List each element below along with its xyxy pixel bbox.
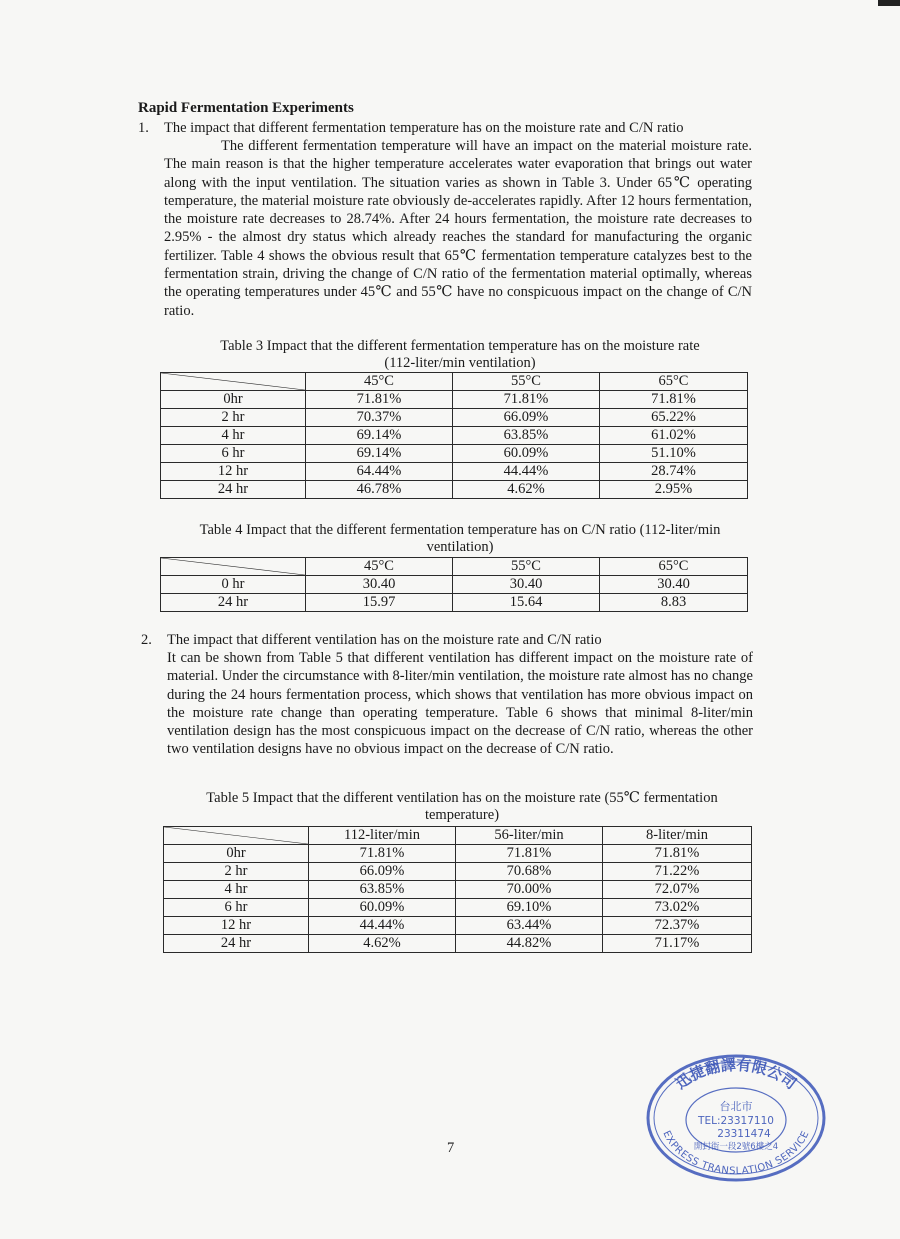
- table-4-header-cell: 65°C: [600, 558, 748, 576]
- table-row: [161, 445, 748, 463]
- table-5-caption-line-2: temperature): [424, 807, 500, 823]
- section-1-paragraph: The different fermentation temperature will have an impact on the material moisture rate. The main reason is that the higher temperature accelerates water evaporation that brings out water along with the input ventilation. The situation varies as shown in Table 3. Under 65℃ operating temperature, the material moisture rate obviously de-accelerates rapidly. After 12 hours fermentation, the moisture rate decreases to 28.74%. After 24 hours fermentation, the moisture rate decreases to 2.95% - the almost dry status which already reaches the standard for manufacturing the organic fertilizer. Table 4 shows the obvious result that 65℃ fermentation temperature catalyzes best to the fermentation strain, driving the change of C/N ratio of the fermentation material optimally, whereas the operating temperatures under 45℃ and 55℃ have no conspicuous impact on the change of C/N ratio.: [164, 138, 752, 319]
- section-1-title: The impact that different fermentation temperature has on the moisture rate and C/N ratio: [164, 120, 684, 136]
- svg-text:迅捷翻譯有限公司: 迅捷翻譯有限公司: [672, 1055, 800, 1093]
- table-4: [160, 557, 748, 612]
- table-cell: 4 hr: [164, 881, 309, 899]
- table-5-header-cell: 8-liter/min: [603, 827, 752, 845]
- table-row: [161, 463, 748, 481]
- table-cell: 12 hr: [164, 917, 309, 935]
- table-3-caption-line-1: Table 3 Impact that the different fermentation temperature has on the moisture rate: [220, 338, 700, 354]
- svg-text:23311474: 23311474: [717, 1128, 771, 1140]
- table-cell: 51.10%: [600, 445, 748, 463]
- table-cell: 65.22%: [600, 409, 748, 427]
- table-cell: 44.82%: [456, 935, 603, 953]
- table-cell: 4.62%: [309, 935, 456, 953]
- table-cell: 63.85%: [453, 427, 600, 445]
- table-cell: 60.09%: [453, 445, 600, 463]
- table-cell: 2 hr: [161, 409, 306, 427]
- table-cell: 15.64: [453, 594, 600, 612]
- table-cell: 72.07%: [603, 881, 752, 899]
- table-row: [161, 481, 748, 499]
- table-cell: 6 hr: [164, 899, 309, 917]
- section-2-title: The impact that different ventilation has on the moisture rate and C/N ratio: [167, 632, 602, 648]
- section-2-paragraph: It can be shown from Table 5 that different ventilation has different impact on the moisture rate of material. Under the circumstance with 8-liter/min ventilation, the moisture rate almost has no change during the 24 hours fermentation process, which shows that ventilation has more obvious impact on the moisture rate change than operating temperature. Table 6 shows that minimal 8-liter/min ventilation design has the most conspicuous impact on the decrease of C/N ratio, whereas the other two ventilation designs have no obvious impact on the decrease of C/N ratio.: [167, 650, 753, 758]
- svg-text:開封街一段2號6樓之4: 開封街一段2號6樓之4: [693, 1142, 779, 1152]
- table-cell: 71.81%: [456, 845, 603, 863]
- table-3: [160, 372, 748, 499]
- table-cell: 69.10%: [456, 899, 603, 917]
- table-cell: 61.02%: [600, 427, 748, 445]
- table-cell: 69.14%: [306, 445, 453, 463]
- table-row: [161, 594, 748, 612]
- table-cell: 2.95%: [600, 481, 748, 499]
- table-3-header-cell: 65°C: [600, 373, 748, 391]
- table-row: [164, 845, 752, 863]
- table-5-caption: [162, 790, 762, 824]
- table-4-header-cell: 45°C: [306, 558, 453, 576]
- table-cell: 44.44%: [453, 463, 600, 481]
- table-cell: 12 hr: [161, 463, 306, 481]
- table-cell: 66.09%: [453, 409, 600, 427]
- scan-edge-mark: [878, 0, 900, 6]
- table-cell: 71.17%: [603, 935, 752, 953]
- table-row: [161, 409, 748, 427]
- table-3-header-cell: 55°C: [453, 373, 600, 391]
- table-cell: 70.00%: [456, 881, 603, 899]
- table-4-corner-cell: [161, 558, 306, 576]
- table-5-corner-cell: [164, 827, 309, 845]
- table-cell: 46.78%: [306, 481, 453, 499]
- table-cell: 71.81%: [453, 391, 600, 409]
- table-row: [164, 917, 752, 935]
- table-cell: 72.37%: [603, 917, 752, 935]
- section-2-title-row: [141, 631, 602, 649]
- table-3-header-cell: 45°C: [306, 373, 453, 391]
- page-number: 7: [447, 1140, 455, 1156]
- table-cell: 63.85%: [309, 881, 456, 899]
- table-row: [161, 391, 748, 409]
- table-row: [164, 881, 752, 899]
- table-3-caption: [160, 338, 760, 372]
- table-row: [161, 576, 748, 594]
- section-1-number: 1.: [138, 120, 149, 136]
- section-2-number: 2.: [141, 632, 152, 648]
- table-5: [163, 826, 752, 953]
- table-cell: 70.37%: [306, 409, 453, 427]
- table-cell: 0hr: [161, 391, 306, 409]
- table-cell: 71.81%: [309, 845, 456, 863]
- table-5-header-row: [164, 827, 752, 845]
- table-cell: 6 hr: [161, 445, 306, 463]
- table-cell: 30.40: [453, 576, 600, 594]
- svg-text:EXPRESS TRANSLATION SERVICE: EXPRESS TRANSLATION SERVICE: [660, 1129, 812, 1178]
- table-cell: 66.09%: [309, 863, 456, 881]
- table-4-caption-line-2: ventilation): [426, 539, 494, 555]
- table-3-caption-line-2: (112-liter/min ventilation): [384, 355, 536, 371]
- table-cell: 0 hr: [161, 576, 306, 594]
- table-cell: 71.22%: [603, 863, 752, 881]
- table-cell: 8.83: [600, 594, 748, 612]
- table-cell: 28.74%: [600, 463, 748, 481]
- table-cell: 24 hr: [161, 594, 306, 612]
- table-row: [164, 863, 752, 881]
- table-cell: 71.81%: [306, 391, 453, 409]
- table-row: [161, 427, 748, 445]
- table-4-caption: [160, 522, 760, 556]
- table-cell: 44.44%: [309, 917, 456, 935]
- table-5-caption-line-1: Table 5 Impact that the different ventilation has on the moisture rate (55℃ fermentation: [206, 790, 718, 806]
- table-cell: 24 hr: [161, 481, 306, 499]
- table-4-caption-line-1: Table 4 Impact that the different fermentation temperature has on C/N ratio (112-liter/min: [199, 522, 721, 538]
- table-4-header-cell: 55°C: [453, 558, 600, 576]
- table-cell: 0hr: [164, 845, 309, 863]
- table-cell: 15.97: [306, 594, 453, 612]
- company-seal-stamp: [644, 1052, 828, 1184]
- svg-text:台北市: 台北市: [719, 1100, 753, 1113]
- table-cell: 71.81%: [600, 391, 748, 409]
- table-3-corner-cell: [161, 373, 306, 391]
- section-1-title-row: [138, 119, 684, 137]
- table-cell: 73.02%: [603, 899, 752, 917]
- table-5-header-cell: 56-liter/min: [456, 827, 603, 845]
- table-cell: 2 hr: [164, 863, 309, 881]
- table-cell: 63.44%: [456, 917, 603, 935]
- table-row: [164, 935, 752, 953]
- table-5-header-cell: 112-liter/min: [309, 827, 456, 845]
- document-heading: Rapid Fermentation Experiments: [138, 100, 354, 116]
- svg-text:TEL:23317110: TEL:23317110: [698, 1115, 774, 1127]
- table-cell: 70.68%: [456, 863, 603, 881]
- table-cell: 4 hr: [161, 427, 306, 445]
- table-cell: 30.40: [600, 576, 748, 594]
- table-cell: 71.81%: [603, 845, 752, 863]
- table-cell: 69.14%: [306, 427, 453, 445]
- table-4-header-row: [161, 558, 748, 576]
- table-cell: 60.09%: [309, 899, 456, 917]
- table-cell: 24 hr: [164, 935, 309, 953]
- table-3-header-row: [161, 373, 748, 391]
- table-cell: 4.62%: [453, 481, 600, 499]
- table-cell: 30.40: [306, 576, 453, 594]
- table-row: [164, 899, 752, 917]
- table-cell: 64.44%: [306, 463, 453, 481]
